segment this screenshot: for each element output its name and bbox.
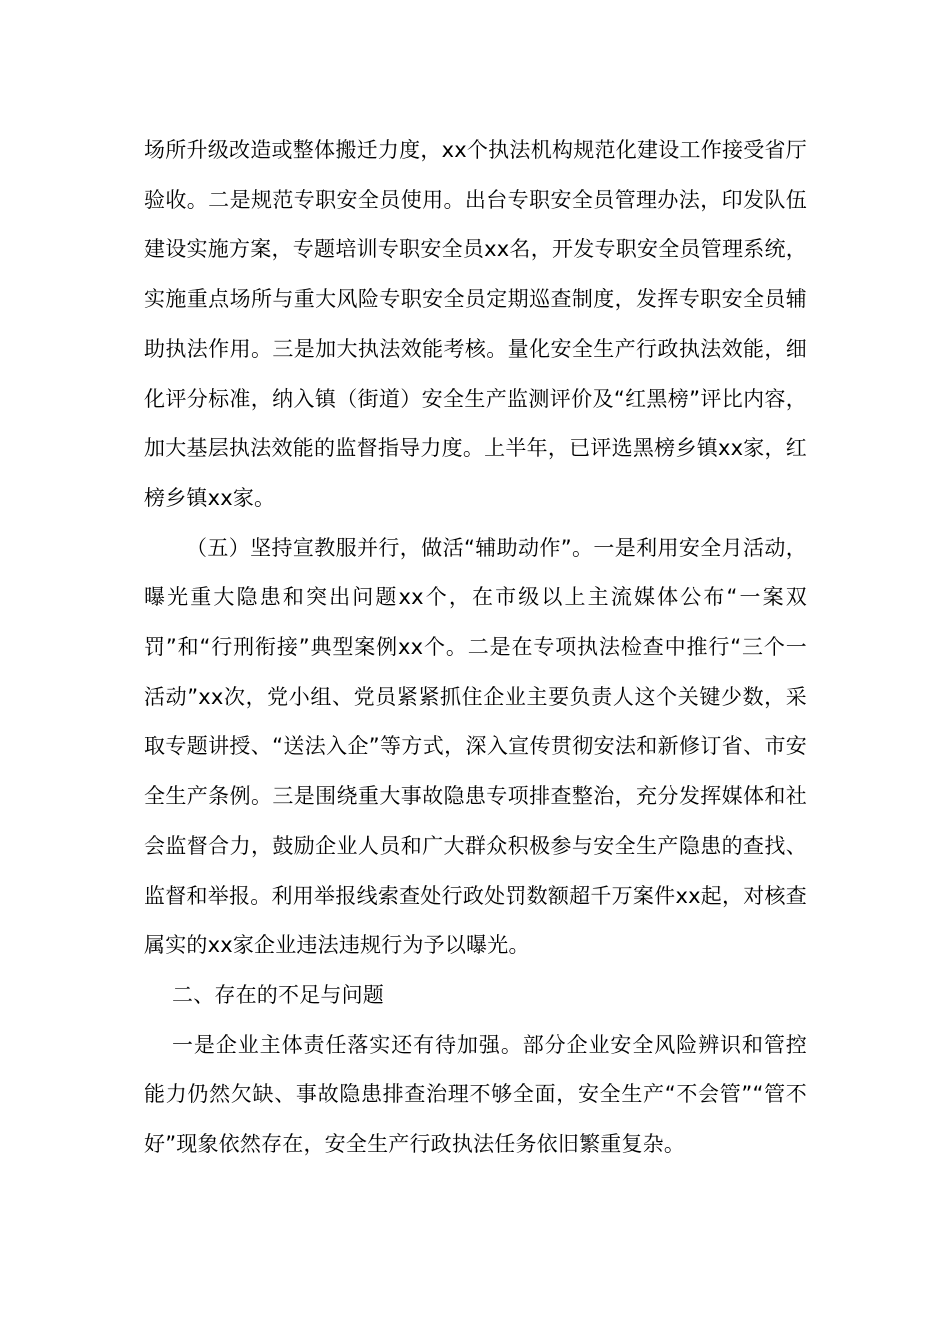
paragraph-problem-one: 一是企业主体责任落实还有待加强。部分企业安全风险辨识和管控能力仍然欠缺、事故隐患排查治理不够全面，安全生产“不会管”“管不好”现象依然存在，安全生产行政执法任务依旧繁重复杂。 [144,1032,807,1157]
paragraph-section-five: （五）坚持宣教服并行，做活“辅助动作”。一是利用安全月活动，曝光重大隐患和突出问题xx个，在市级以上主流媒体公布“一案双罚”和“行刑衔接”典型案例xx个。二是在专项执法检查中推行“三个一活动”xx次，党小组、党员紧紧抓住企业主要负责人这个关键少数，采取专题讲授、“送法入企”等方式，深入宣传贯彻安法和新修订省、市安全生产条例。三是围绕重大事故隐患专项排查整治，充分发挥媒体和社会监督合力，鼓励企业人员和广大群众积极参与安全生产隐患的查找、监督和举报。利用举报线索查处行政处罚数额超千万案件xx起，对核查属实的xx家企业违法违规行为予以曝光。 [144,535,807,958]
document-body [144,126,807,1170]
paragraph-continuation: 场所升级改造或整体搬迁力度，xx个执法机构规范化建设工作接受省厅验收。二是规范专职安全员使用。出台专职安全员管理办法，印发队伍建设实施方案，专题培训专职安全员xx名，开发专职安全员管理系统，实施重点场所与重大风险专职安全员定期巡查制度，发挥专职安全员辅助执法作用。三是加大执法效能考核。量化安全生产行政执法效能，细化评分标准，纳入镇（街道）安全生产监测评价及“红黑榜”评比内容，加大基层执法效能的监督指导力度。上半年，已评选黑榜乡镇xx家，红榜乡镇xx家。 [144,138,807,510]
section-heading-problems: 二、存在的不足与问题 [172,982,384,1007]
